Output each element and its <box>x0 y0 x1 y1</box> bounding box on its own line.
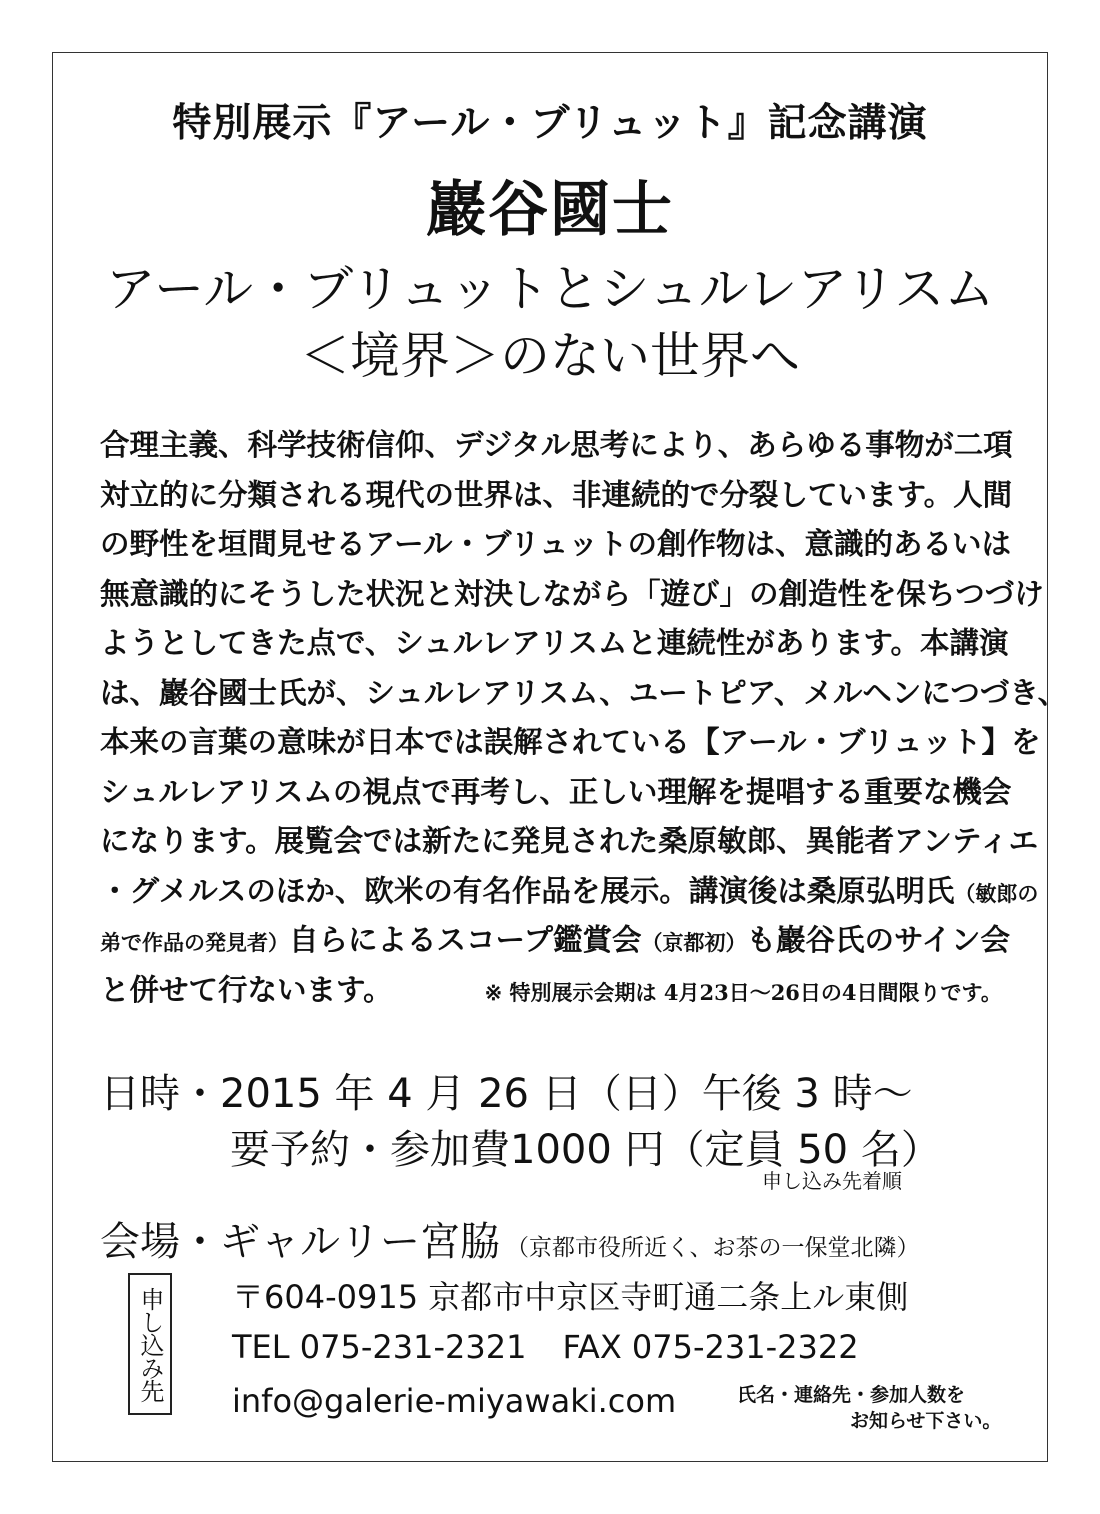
description-line: 合理主義、科学技術信仰、デジタル思考により、あらゆる事物が二項 <box>100 427 1013 462</box>
email-address[interactable]: info@galerie-miyawaki.com <box>232 1382 677 1420</box>
description-line: 無意識的にそうした状況と対決しながら「遊び」の創造性を保ちつづけ <box>100 575 1044 611</box>
fax-number: FAX 075-231-2322 <box>562 1328 859 1366</box>
apply-label-box: 申し込み先 <box>128 1273 172 1415</box>
venue-name: 会場・ギャルリー宮脇 <box>100 1219 500 1265</box>
event-subtitle: 特別展示『アール・ブリュット』記念講演 <box>172 100 928 146</box>
description-line <box>100 965 1010 1015</box>
highlight-name: 桑原弘明氏 <box>806 872 955 908</box>
description-line: 対立的に分類される現代の世界は、非連続的で分裂しています。人間 <box>100 476 1013 512</box>
postal-address: 〒604-0915 京都市中京区寺町通二条上ル東側 <box>232 1278 909 1316</box>
description-line: の野性を垣間見せるアール・ブリュットの創作物は、意識的あるいは <box>100 526 1011 561</box>
exhibition-period-note: ※ 特別展示会期は 4月23日〜26日の4日間限りです。 <box>484 979 1002 1005</box>
venue <box>100 1210 920 1267</box>
reservation-fee: 要予約・参加費1000 円（定員 50 名） <box>230 1127 941 1173</box>
phone-fax <box>232 1328 859 1366</box>
small-annotation: （敏郎の <box>954 880 1039 906</box>
description-text: 自らによる <box>289 922 437 957</box>
description-text: と併せて行ないます。 <box>100 971 393 1007</box>
description-line <box>100 915 1010 965</box>
phone-number: TEL 075-231-2321 <box>232 1328 527 1366</box>
contact-instruction-line2: お知らせ下さい。 <box>850 1410 1002 1432</box>
small-annotation: （京都初） <box>641 930 747 955</box>
highlight-event: スコープ鑑賞会 <box>436 922 642 957</box>
description-text: も巖谷氏のサイン会 <box>746 922 1010 957</box>
description-paragraph <box>100 420 1068 1014</box>
lecture-title-line1: アール・ブリュットとシュルレアリスム <box>105 260 995 318</box>
first-come-note: 申し込み先着順 <box>762 1169 902 1193</box>
description-line: ようとしてきた点で、シュルレアリスムと連続性があります。本講演 <box>100 625 1009 660</box>
speaker-name: 巖谷國士 <box>426 175 674 245</box>
description-line: シュルレアリスムの視点で再考し、正しい理解を提唱する重要な機会 <box>100 773 1012 809</box>
description-line <box>100 866 1039 916</box>
event-datetime: 日時・2015 年 4 月 26 日（日）午後 3 時〜 <box>100 1071 913 1117</box>
contact-instruction-line1: 氏名・連絡先・参加人数を <box>737 1384 966 1406</box>
description-line: になります。展覧会では新たに発見された桑原敏郎、異能者アンティエ <box>100 823 1039 858</box>
description-line: 本来の言葉の意味が日本では誤解されている【アール・ブリュット】を <box>100 724 1041 759</box>
description-text: ・グメルスのほか、欧米の有名作品を展示。講演後は <box>100 872 807 908</box>
venue-location-note: （京都市役所近く、お茶の一保堂北隣） <box>506 1235 920 1261</box>
small-annotation: 弟で作品の発見者） <box>100 930 289 955</box>
description-line: は、巖谷國士氏が、シュルレアリスム、ユートピア、メルヘンにつづき、 <box>100 674 1068 710</box>
lecture-title-line2: ＜境界＞のない世界へ <box>300 327 800 385</box>
